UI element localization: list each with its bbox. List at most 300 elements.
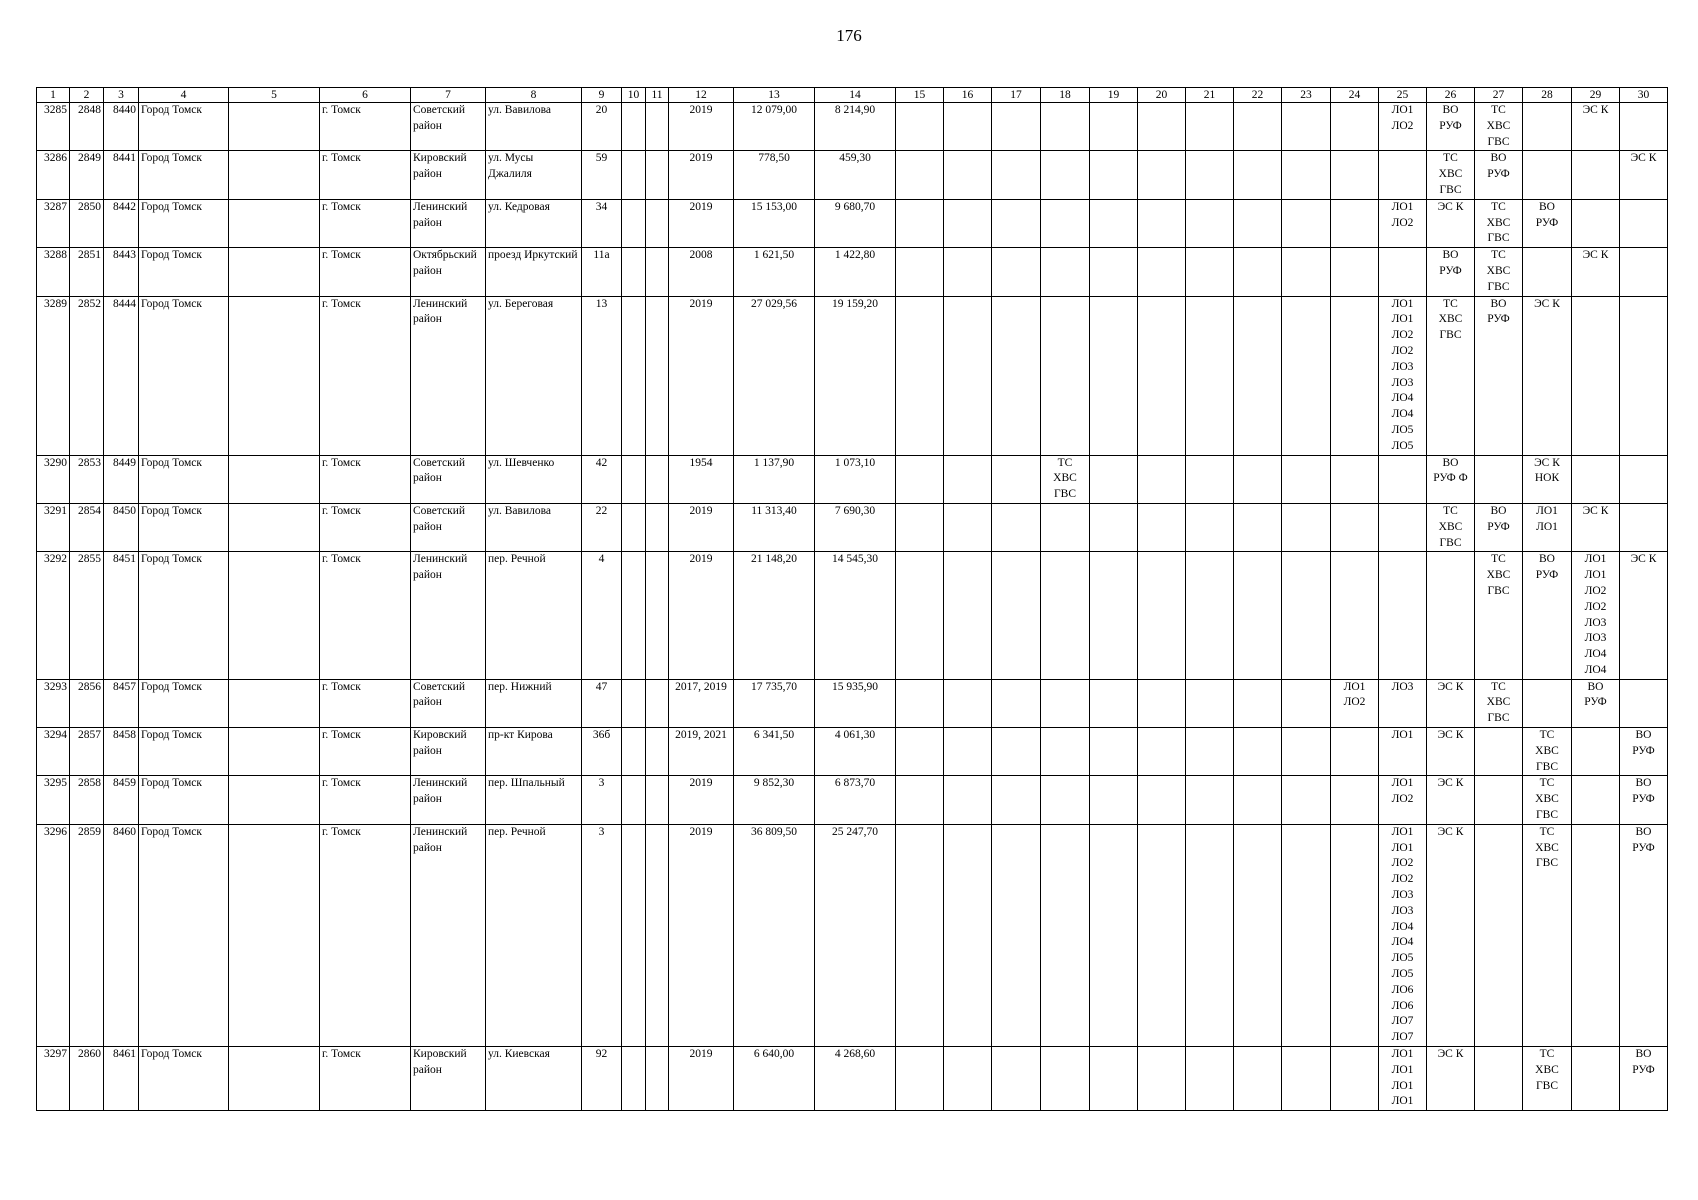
cell-col-27: ТС ХВС ГВС xyxy=(1475,199,1523,247)
cell-col-28: ТС ХВС ГВС xyxy=(1523,776,1572,824)
column-header-28: 28 xyxy=(1523,88,1572,103)
column-header-18: 18 xyxy=(1041,88,1090,103)
cell-col-23 xyxy=(1282,824,1331,1046)
cell-col-30: ВО РУФ xyxy=(1620,776,1668,824)
cell-col-20 xyxy=(1138,103,1186,151)
cell-col-29: ЭС К xyxy=(1572,503,1620,551)
cell-col-4: Город Томск xyxy=(139,199,229,247)
cell-col-26: ЭС К xyxy=(1427,199,1475,247)
cell-col-29 xyxy=(1572,824,1620,1046)
column-header-23: 23 xyxy=(1282,88,1331,103)
cell-col-22 xyxy=(1234,1047,1282,1111)
cell-col-3: 8457 xyxy=(104,679,139,727)
cell-col-28 xyxy=(1523,151,1572,199)
cell-col-2: 2857 xyxy=(70,728,104,776)
cell-col-1: 3297 xyxy=(37,1047,70,1111)
cell-col-28: ТС ХВС ГВС xyxy=(1523,1047,1572,1111)
cell-col-30: ВО РУФ xyxy=(1620,1047,1668,1111)
cell-col-22 xyxy=(1234,103,1282,151)
cell-col-27 xyxy=(1475,1047,1523,1111)
cell-col-18 xyxy=(1041,776,1090,824)
cell-col-22 xyxy=(1234,455,1282,503)
cell-col-21 xyxy=(1186,552,1234,679)
cell-col-23 xyxy=(1282,503,1331,551)
cell-col-19 xyxy=(1090,503,1138,551)
cell-col-16 xyxy=(944,296,992,455)
cell-col-24: ЛО1 ЛО2 xyxy=(1331,679,1379,727)
cell-col-7: Ленинский район xyxy=(411,824,486,1046)
cell-col-14: 1 422,80 xyxy=(815,248,896,296)
register-table xyxy=(36,87,1668,1111)
cell-col-17 xyxy=(992,552,1041,679)
cell-col-2: 2854 xyxy=(70,503,104,551)
cell-col-24 xyxy=(1331,199,1379,247)
cell-col-26 xyxy=(1427,552,1475,679)
cell-col-13: 1 137,90 xyxy=(734,455,815,503)
cell-col-25: ЛО1 xyxy=(1379,728,1427,776)
cell-col-23 xyxy=(1282,679,1331,727)
cell-col-15 xyxy=(896,248,944,296)
cell-col-16 xyxy=(944,199,992,247)
cell-col-21 xyxy=(1186,728,1234,776)
cell-col-7: Кировский район xyxy=(411,1047,486,1111)
cell-col-17 xyxy=(992,248,1041,296)
cell-col-9: 4 xyxy=(582,552,622,679)
cell-col-12: 1954 xyxy=(669,455,734,503)
cell-col-30 xyxy=(1620,199,1668,247)
cell-col-16 xyxy=(944,103,992,151)
cell-col-5 xyxy=(229,199,320,247)
cell-col-27: ВО РУФ xyxy=(1475,503,1523,551)
cell-col-27: ТС ХВС ГВС xyxy=(1475,103,1523,151)
cell-col-13: 6 341,50 xyxy=(734,728,815,776)
cell-col-6: г. Томск xyxy=(320,248,411,296)
cell-col-26: ВО РУФ xyxy=(1427,103,1475,151)
cell-col-17 xyxy=(992,728,1041,776)
cell-col-12: 2019 xyxy=(669,776,734,824)
cell-col-29: ЛО1 ЛО1 ЛО2 ЛО2 ЛО3 ЛО3 ЛО4 ЛО4 xyxy=(1572,552,1620,679)
cell-col-11 xyxy=(646,103,669,151)
cell-col-12: 2019 xyxy=(669,1047,734,1111)
cell-col-24 xyxy=(1331,824,1379,1046)
cell-col-30: ЭС К xyxy=(1620,552,1668,679)
cell-col-15 xyxy=(896,455,944,503)
cell-col-20 xyxy=(1138,455,1186,503)
cell-col-16 xyxy=(944,248,992,296)
column-header-21: 21 xyxy=(1186,88,1234,103)
cell-col-12: 2019 xyxy=(669,552,734,679)
cell-col-19 xyxy=(1090,776,1138,824)
cell-col-19 xyxy=(1090,1047,1138,1111)
cell-col-14: 25 247,70 xyxy=(815,824,896,1046)
cell-col-19 xyxy=(1090,455,1138,503)
cell-col-29: ЭС К xyxy=(1572,103,1620,151)
table-row xyxy=(37,503,1668,551)
cell-col-10 xyxy=(622,679,646,727)
cell-col-12: 2019 xyxy=(669,151,734,199)
cell-col-12: 2019 xyxy=(669,199,734,247)
column-header-2: 2 xyxy=(70,88,104,103)
cell-col-5 xyxy=(229,679,320,727)
cell-col-21 xyxy=(1186,1047,1234,1111)
cell-col-1: 3296 xyxy=(37,824,70,1046)
column-header-17: 17 xyxy=(992,88,1041,103)
cell-col-13: 778,50 xyxy=(734,151,815,199)
cell-col-11 xyxy=(646,552,669,679)
cell-col-7: Кировский район xyxy=(411,728,486,776)
cell-col-18 xyxy=(1041,151,1090,199)
cell-col-14: 459,30 xyxy=(815,151,896,199)
cell-col-9: 3 xyxy=(582,824,622,1046)
cell-col-28: ТС ХВС ГВС xyxy=(1523,824,1572,1046)
cell-col-22 xyxy=(1234,776,1282,824)
column-header-6: 6 xyxy=(320,88,411,103)
cell-col-6: г. Томск xyxy=(320,503,411,551)
cell-col-27: ТС ХВС ГВС xyxy=(1475,679,1523,727)
cell-col-2: 2855 xyxy=(70,552,104,679)
cell-col-1: 3293 xyxy=(37,679,70,727)
cell-col-29: ВО РУФ xyxy=(1572,679,1620,727)
cell-col-8: ул. Береговая xyxy=(486,296,582,455)
cell-col-17 xyxy=(992,679,1041,727)
cell-col-2: 2852 xyxy=(70,296,104,455)
cell-col-15 xyxy=(896,199,944,247)
cell-col-10 xyxy=(622,199,646,247)
cell-col-28: ВО РУФ xyxy=(1523,552,1572,679)
cell-col-27: ВО РУФ xyxy=(1475,296,1523,455)
cell-col-26: ВО РУФ xyxy=(1427,248,1475,296)
cell-col-4: Город Томск xyxy=(139,728,229,776)
cell-col-11 xyxy=(646,455,669,503)
cell-col-24 xyxy=(1331,503,1379,551)
cell-col-10 xyxy=(622,455,646,503)
cell-col-21 xyxy=(1186,679,1234,727)
cell-col-20 xyxy=(1138,552,1186,679)
table-row xyxy=(37,552,1668,679)
cell-col-7: Кировский район xyxy=(411,151,486,199)
cell-col-8: пер. Речной xyxy=(486,552,582,679)
cell-col-19 xyxy=(1090,679,1138,727)
cell-col-25: ЛО1 ЛО1 ЛО2 ЛО2 ЛО3 ЛО3 ЛО4 ЛО4 ЛО5 ЛО5 ЛО6 ЛО6 ЛО7 ЛО7 xyxy=(1379,824,1427,1046)
column-header-7: 7 xyxy=(411,88,486,103)
cell-col-26: ТС ХВС ГВС xyxy=(1427,151,1475,199)
cell-col-29 xyxy=(1572,455,1620,503)
cell-col-7: Советский район xyxy=(411,455,486,503)
cell-col-2: 2856 xyxy=(70,679,104,727)
cell-col-6: г. Томск xyxy=(320,679,411,727)
cell-col-20 xyxy=(1138,151,1186,199)
cell-col-25: ЛО1 ЛО1 ЛО2 ЛО2 ЛО3 ЛО3 ЛО4 ЛО4 ЛО5 ЛО5 xyxy=(1379,296,1427,455)
cell-col-21 xyxy=(1186,776,1234,824)
cell-col-21 xyxy=(1186,103,1234,151)
cell-col-25 xyxy=(1379,503,1427,551)
cell-col-20 xyxy=(1138,679,1186,727)
cell-col-11 xyxy=(646,776,669,824)
cell-col-2: 2850 xyxy=(70,199,104,247)
cell-col-26: ТС ХВС ГВС xyxy=(1427,296,1475,455)
cell-col-1: 3286 xyxy=(37,151,70,199)
cell-col-8: пер. Речной xyxy=(486,824,582,1046)
cell-col-10 xyxy=(622,1047,646,1111)
cell-col-21 xyxy=(1186,824,1234,1046)
cell-col-3: 8460 xyxy=(104,824,139,1046)
cell-col-7: Октябрьский район xyxy=(411,248,486,296)
cell-col-29: ЭС К xyxy=(1572,248,1620,296)
cell-col-18 xyxy=(1041,552,1090,679)
table-body xyxy=(37,103,1668,1111)
cell-col-2: 2849 xyxy=(70,151,104,199)
cell-col-21 xyxy=(1186,296,1234,455)
cell-col-22 xyxy=(1234,151,1282,199)
column-header-4: 4 xyxy=(139,88,229,103)
cell-col-1: 3290 xyxy=(37,455,70,503)
cell-col-27: ТС ХВС ГВС xyxy=(1475,552,1523,679)
cell-col-14: 6 873,70 xyxy=(815,776,896,824)
cell-col-20 xyxy=(1138,824,1186,1046)
cell-col-15 xyxy=(896,679,944,727)
cell-col-3: 8450 xyxy=(104,503,139,551)
table-row xyxy=(37,679,1668,727)
cell-col-4: Город Томск xyxy=(139,503,229,551)
cell-col-19 xyxy=(1090,199,1138,247)
cell-col-16 xyxy=(944,728,992,776)
cell-col-21 xyxy=(1186,199,1234,247)
cell-col-7: Ленинский район xyxy=(411,552,486,679)
cell-col-11 xyxy=(646,199,669,247)
cell-col-11 xyxy=(646,679,669,727)
cell-col-15 xyxy=(896,296,944,455)
cell-col-19 xyxy=(1090,103,1138,151)
table-row xyxy=(37,199,1668,247)
cell-col-24 xyxy=(1331,1047,1379,1111)
table-row xyxy=(37,728,1668,776)
column-header-29: 29 xyxy=(1572,88,1620,103)
cell-col-26: ЭС К xyxy=(1427,1047,1475,1111)
cell-col-7: Советский район xyxy=(411,503,486,551)
cell-col-6: г. Томск xyxy=(320,776,411,824)
column-header-13: 13 xyxy=(734,88,815,103)
column-header-26: 26 xyxy=(1427,88,1475,103)
cell-col-29 xyxy=(1572,1047,1620,1111)
cell-col-27: ТС ХВС ГВС xyxy=(1475,248,1523,296)
cell-col-14: 9 680,70 xyxy=(815,199,896,247)
cell-col-5 xyxy=(229,552,320,679)
cell-col-28 xyxy=(1523,679,1572,727)
cell-col-1: 3294 xyxy=(37,728,70,776)
cell-col-9: 59 xyxy=(582,151,622,199)
cell-col-25: ЛО1 ЛО2 xyxy=(1379,199,1427,247)
cell-col-2: 2859 xyxy=(70,824,104,1046)
column-header-30: 30 xyxy=(1620,88,1668,103)
column-header-11: 11 xyxy=(646,88,669,103)
cell-col-23 xyxy=(1282,103,1331,151)
cell-col-8: пр-кт Кирова xyxy=(486,728,582,776)
cell-col-20 xyxy=(1138,296,1186,455)
cell-col-13: 9 852,30 xyxy=(734,776,815,824)
cell-col-28: ЭС К xyxy=(1523,296,1572,455)
cell-col-29 xyxy=(1572,199,1620,247)
cell-col-25 xyxy=(1379,151,1427,199)
cell-col-2: 2860 xyxy=(70,1047,104,1111)
cell-col-14: 8 214,90 xyxy=(815,103,896,151)
cell-col-21 xyxy=(1186,455,1234,503)
cell-col-20 xyxy=(1138,199,1186,247)
cell-col-19 xyxy=(1090,728,1138,776)
cell-col-10 xyxy=(622,248,646,296)
cell-col-23 xyxy=(1282,455,1331,503)
cell-col-4: Город Томск xyxy=(139,552,229,679)
cell-col-24 xyxy=(1331,455,1379,503)
cell-col-21 xyxy=(1186,151,1234,199)
table-row xyxy=(37,151,1668,199)
column-header-22: 22 xyxy=(1234,88,1282,103)
cell-col-18 xyxy=(1041,503,1090,551)
cell-col-29 xyxy=(1572,776,1620,824)
cell-col-27: ВО РУФ xyxy=(1475,151,1523,199)
cell-col-12: 2019 xyxy=(669,103,734,151)
column-header-20: 20 xyxy=(1138,88,1186,103)
cell-col-15 xyxy=(896,151,944,199)
column-header-3: 3 xyxy=(104,88,139,103)
cell-col-9: 92 xyxy=(582,1047,622,1111)
cell-col-16 xyxy=(944,824,992,1046)
cell-col-6: г. Томск xyxy=(320,1047,411,1111)
cell-col-9: 36б xyxy=(582,728,622,776)
cell-col-1: 3288 xyxy=(37,248,70,296)
cell-col-12: 2019, 2021 xyxy=(669,728,734,776)
table-row xyxy=(37,455,1668,503)
column-header-5: 5 xyxy=(229,88,320,103)
cell-col-20 xyxy=(1138,503,1186,551)
cell-col-26: ЭС К xyxy=(1427,728,1475,776)
cell-col-30 xyxy=(1620,248,1668,296)
column-header-27: 27 xyxy=(1475,88,1523,103)
cell-col-16 xyxy=(944,679,992,727)
cell-col-4: Город Томск xyxy=(139,1047,229,1111)
cell-col-4: Город Томск xyxy=(139,679,229,727)
cell-col-18 xyxy=(1041,296,1090,455)
column-header-8: 8 xyxy=(486,88,582,103)
cell-col-24 xyxy=(1331,103,1379,151)
table-row xyxy=(37,296,1668,455)
column-header-12: 12 xyxy=(669,88,734,103)
cell-col-30 xyxy=(1620,296,1668,455)
cell-col-30 xyxy=(1620,103,1668,151)
cell-col-20 xyxy=(1138,776,1186,824)
cell-col-10 xyxy=(622,103,646,151)
cell-col-17 xyxy=(992,455,1041,503)
cell-col-27 xyxy=(1475,824,1523,1046)
cell-col-26: ЭС К xyxy=(1427,679,1475,727)
cell-col-30: ЭС К xyxy=(1620,151,1668,199)
cell-col-16 xyxy=(944,552,992,679)
cell-col-10 xyxy=(622,552,646,679)
cell-col-11 xyxy=(646,296,669,455)
cell-col-9: 34 xyxy=(582,199,622,247)
cell-col-5 xyxy=(229,103,320,151)
cell-col-24 xyxy=(1331,296,1379,455)
cell-col-1: 3285 xyxy=(37,103,70,151)
table-row xyxy=(37,776,1668,824)
cell-col-3: 8440 xyxy=(104,103,139,151)
cell-col-8: ул. Вавилова xyxy=(486,503,582,551)
table-row xyxy=(37,824,1668,1046)
cell-col-15 xyxy=(896,503,944,551)
cell-col-14: 1 073,10 xyxy=(815,455,896,503)
cell-col-1: 3287 xyxy=(37,199,70,247)
cell-col-22 xyxy=(1234,824,1282,1046)
cell-col-22 xyxy=(1234,679,1282,727)
cell-col-1: 3292 xyxy=(37,552,70,679)
cell-col-3: 8449 xyxy=(104,455,139,503)
cell-col-16 xyxy=(944,503,992,551)
cell-col-15 xyxy=(896,824,944,1046)
cell-col-13: 6 640,00 xyxy=(734,1047,815,1111)
cell-col-14: 4 061,30 xyxy=(815,728,896,776)
cell-col-21 xyxy=(1186,248,1234,296)
cell-col-25: ЛО3 xyxy=(1379,679,1427,727)
column-header-14: 14 xyxy=(815,88,896,103)
cell-col-2: 2853 xyxy=(70,455,104,503)
cell-col-24 xyxy=(1331,776,1379,824)
table-row xyxy=(37,248,1668,296)
cell-col-17 xyxy=(992,503,1041,551)
cell-col-10 xyxy=(622,776,646,824)
cell-col-16 xyxy=(944,151,992,199)
cell-col-7: Ленинский район xyxy=(411,296,486,455)
cell-col-30 xyxy=(1620,503,1668,551)
cell-col-20 xyxy=(1138,248,1186,296)
cell-col-14: 4 268,60 xyxy=(815,1047,896,1111)
cell-col-7: Советский район xyxy=(411,679,486,727)
cell-col-26: ЭС К xyxy=(1427,824,1475,1046)
cell-col-14: 15 935,90 xyxy=(815,679,896,727)
cell-col-6: г. Томск xyxy=(320,455,411,503)
cell-col-15 xyxy=(896,552,944,679)
cell-col-24 xyxy=(1331,552,1379,679)
cell-col-24 xyxy=(1331,248,1379,296)
cell-col-12: 2019 xyxy=(669,503,734,551)
cell-col-9: 42 xyxy=(582,455,622,503)
column-header-25: 25 xyxy=(1379,88,1427,103)
cell-col-3: 8458 xyxy=(104,728,139,776)
cell-col-4: Город Томск xyxy=(139,824,229,1046)
cell-col-15 xyxy=(896,103,944,151)
cell-col-14: 19 159,20 xyxy=(815,296,896,455)
cell-col-27 xyxy=(1475,776,1523,824)
cell-col-13: 1 621,50 xyxy=(734,248,815,296)
cell-col-12: 2008 xyxy=(669,248,734,296)
cell-col-25: ЛО1 ЛО2 xyxy=(1379,776,1427,824)
cell-col-8: ул. Киевская xyxy=(486,1047,582,1111)
cell-col-3: 8443 xyxy=(104,248,139,296)
cell-col-24 xyxy=(1331,151,1379,199)
cell-col-8: пер. Нижний xyxy=(486,679,582,727)
cell-col-30 xyxy=(1620,455,1668,503)
table-row xyxy=(37,1047,1668,1111)
cell-col-3: 8461 xyxy=(104,1047,139,1111)
cell-col-20 xyxy=(1138,1047,1186,1111)
cell-col-28 xyxy=(1523,248,1572,296)
table-row xyxy=(37,103,1668,151)
cell-col-23 xyxy=(1282,728,1331,776)
cell-col-22 xyxy=(1234,199,1282,247)
cell-col-6: г. Томск xyxy=(320,199,411,247)
cell-col-28: ВО РУФ xyxy=(1523,199,1572,247)
cell-col-3: 8459 xyxy=(104,776,139,824)
cell-col-17 xyxy=(992,151,1041,199)
column-header-15: 15 xyxy=(896,88,944,103)
